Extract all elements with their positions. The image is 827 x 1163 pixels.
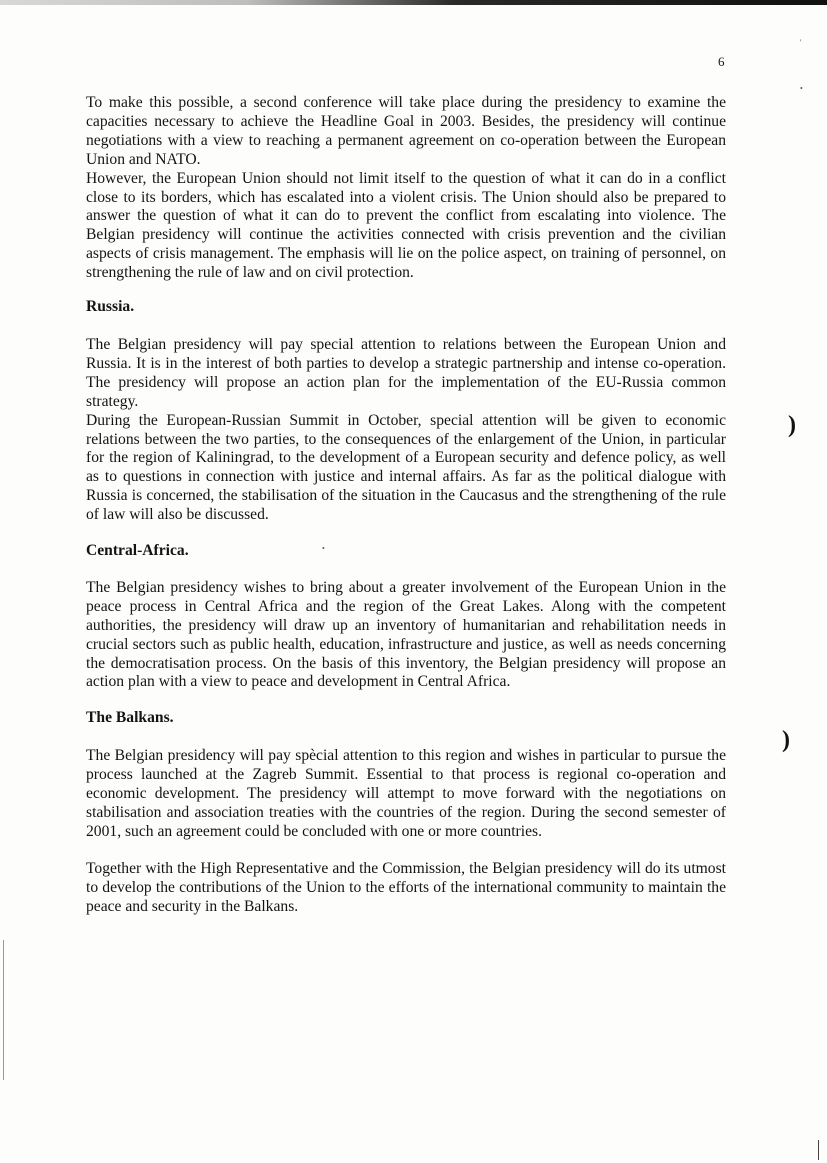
paragraph-balkans-peace: Together with the High Representative and the Commission, the Belgian presidency will do its utmost to develop the contributions of the Union to the efforts of the international community to maintain the peace and security in the Balkans. — [86, 859, 726, 915]
page-number: 6 — [718, 54, 725, 69]
scan-top-edge — [0, 0, 827, 5]
scan-mark-right-1: ) — [788, 412, 796, 438]
scan-speck-1: ' — [800, 38, 802, 47]
heading-central-africa: Central-Africa. — [86, 542, 189, 560]
paragraph-central-africa: The Belgian presidency wishes to bring about a greater involvement of the European Union in the peace process in Central Africa and the region of the Great Lakes. Along with the competent authorities, the presidency will draw up an inventory of humanitarian and rehabilitation needs in crucial sectors such as public health, education, infrastructure and justice, as well as needs concerning the democratisation process. On the basis of this inventory, the Belgian presidency will propose an action plan with a view to peace and development in Central Africa. — [86, 578, 726, 691]
scan-speck-3: • — [322, 544, 325, 553]
heading-russia: Russia. — [86, 298, 135, 316]
paragraph-headline-goal: To make this possible, a second conference will take place during the presidency to examine the capacities necessary to achieve the Headline Goal in 2003. Besides, the presidency will continue negotiations with a view to reaching a permanent agreement on co-operation between the European Union and NATO. — [86, 94, 726, 168]
scan-right-edge-line — [818, 1140, 819, 1160]
scan-left-edge-line — [3, 940, 4, 1080]
paragraph-russia-summit: During the European-Russian Summit in October, special attention will be given to economic relations between the two parties, to the consequences of the enlargement of the Union, in particular for the region of Kaliningrad, to the development of a European security and defence policy, as well as to questions in connection with justice and internal affairs. As far as the political dialogue with Russia is concerned, the stabilisation of the situation in the Caucasus and the strengthening of the rule of law will also be discussed. — [86, 411, 726, 524]
paragraph-crisis-prevention: However, the European Union should not limit itself to the question of what it can do in a conflict close to its borders, which has escalated into a violent crisis. The Union should also be prepared to answer the question of what it can do to prevent the conflict from escalating into violence. The Belgian presidency will continue the activities connected with crisis prevention and the civilian aspects of crisis management. The emphasis will lie on the police aspect, on training of personnel, on strengthening the rule of law and on civil protection. — [86, 169, 726, 282]
scan-mark-right-2: ) — [782, 727, 790, 753]
paragraph-balkans-zagreb: The Belgian presidency will pay spècial attention to this region and wishes in particular to pursue the process launched at the Zagreb Summit. Essential to that process is regional co-operation and economic development. The presidency will attempt to move forward with the negotiations on stabilisation and association treaties with the countries of the region. During the second semester of 2001, such an agreement could be concluded with one or more countries. — [86, 747, 726, 840]
paragraph-russia-partnership: The Belgian presidency will pay special attention to relations between the European Union and Russia. It is in the interest of both parties to develop a strategic partnership and intense co-operation. The presidency will propose an action plan for the implementation of the EU-Russia common strategy. — [86, 335, 726, 410]
scan-speck-2: • — [800, 84, 803, 93]
document-body — [86, 94, 726, 917]
heading-balkans: The Balkans. — [86, 709, 174, 727]
